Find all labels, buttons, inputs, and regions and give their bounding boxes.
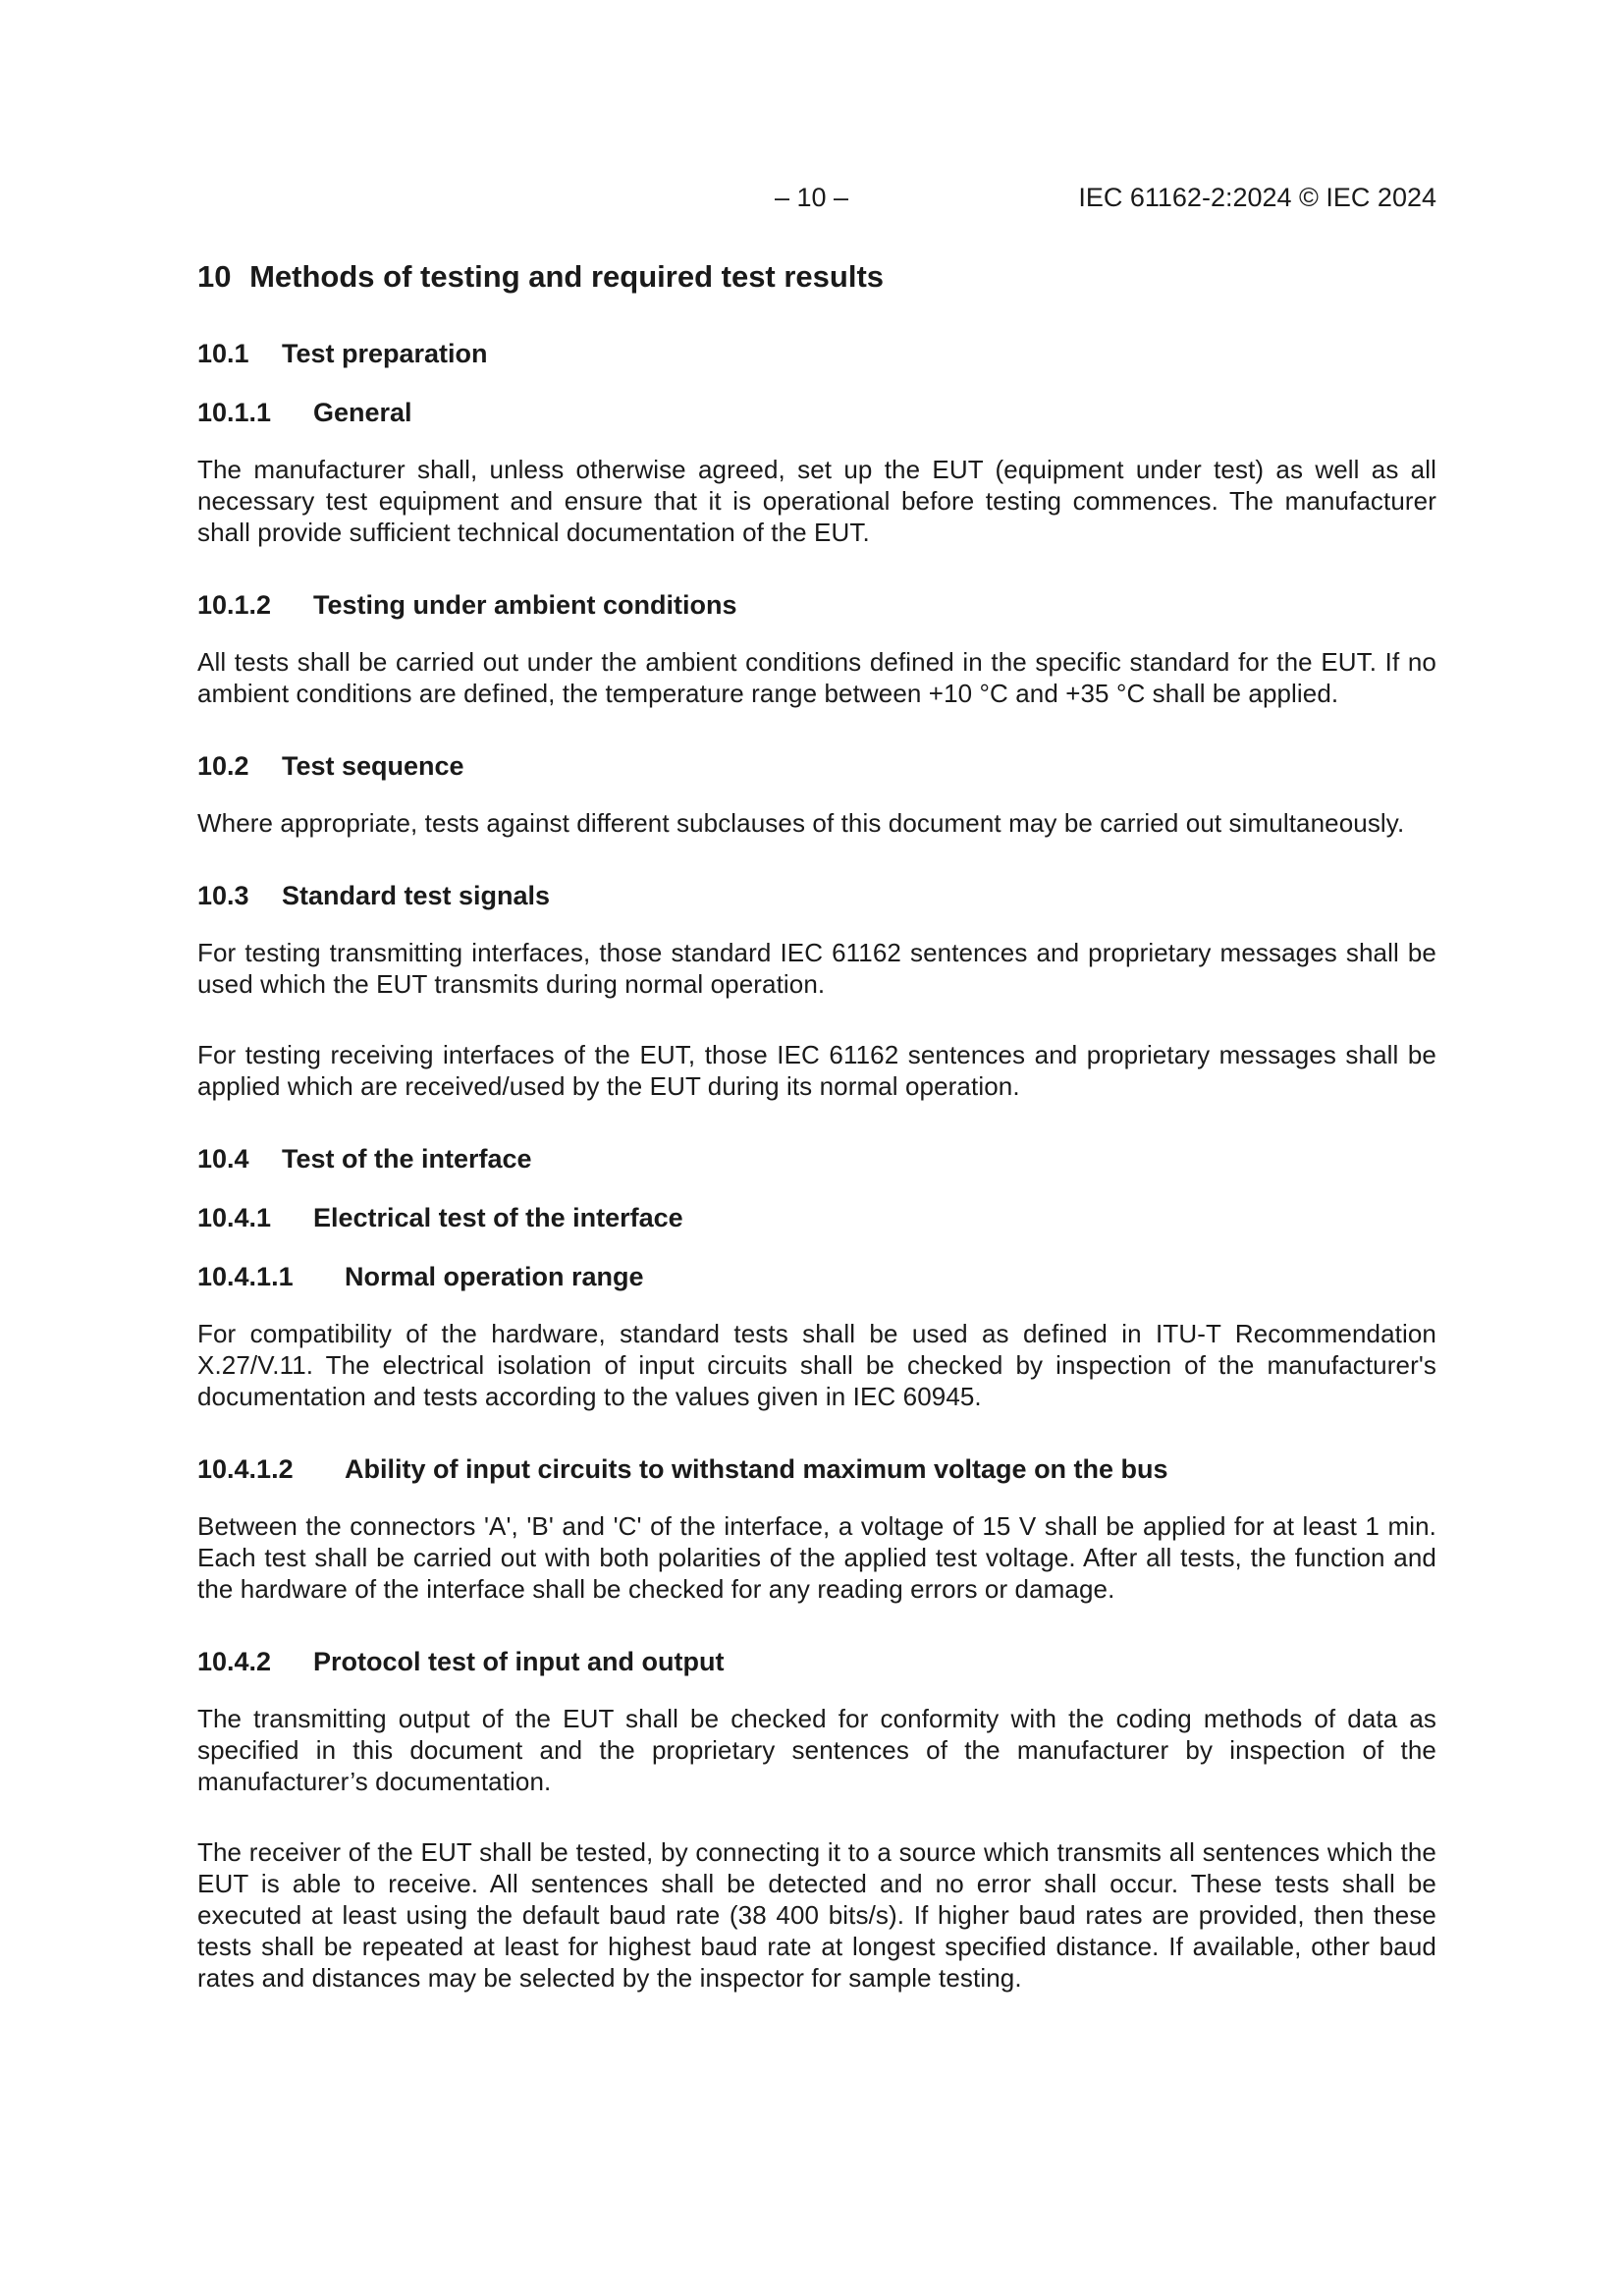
paragraph-10-1-2: All tests shall be carried out under the ambient conditions defined in the specific standard for the EUT. If no ambient conditions are defined, the temperature range between +10 °C and +35 °C shall be applied. <box>197 647 1436 708</box>
heading-title: General <box>313 398 412 427</box>
heading-number: 10.3 <box>197 881 249 910</box>
heading-10-4-1-1 <box>197 1259 1436 1294</box>
heading-title: Testing under ambient conditions <box>313 590 737 620</box>
heading-number: 10.4 <box>197 1144 249 1174</box>
heading-title: Normal operation range <box>345 1262 644 1291</box>
heading-number: 10.4.2 <box>197 1647 272 1676</box>
heading-section-10 <box>197 257 1436 297</box>
heading-10-1 <box>197 336 1436 371</box>
heading-number: 10.4.1 <box>197 1203 272 1232</box>
document-reference: IEC 61162-2:2024 © IEC 2024 <box>1078 183 1436 212</box>
heading-number: 10.1.2 <box>197 590 272 620</box>
paragraph-10-3-a: For testing transmitting interfaces, those standard IEC 61162 sentences and proprietary messages shall be used which the EUT transmits during normal operation. <box>197 938 1436 999</box>
heading-10-3 <box>197 878 1436 913</box>
heading-number: 10.1 <box>197 339 249 368</box>
paragraph-10-4-1-2: Between the connectors 'A', 'B' and 'C' of the interface, a voltage of 15 V shall be applied for at least 1 min. Each test shall be carried out with both polarities of the applied test voltage. After all tests, the function and the hardware of the interface shall be checked for any reading errors or damage. <box>197 1511 1436 1604</box>
heading-title: Test preparation <box>282 339 488 368</box>
paragraph-10-2: Where appropriate, tests against different subclauses of this document may be carried out simultaneously. <box>197 808 1405 838</box>
heading-title: Test sequence <box>282 751 464 781</box>
paragraph-10-3-b: For testing receiving interfaces of the EUT, those IEC 61162 sentences and proprietary messages shall be applied which are received/used by the EUT during its normal operation. <box>197 1040 1436 1101</box>
heading-10-1-1 <box>197 395 1436 430</box>
heading-number: 10.1.1 <box>197 398 272 427</box>
heading-number: 10 <box>197 259 232 294</box>
heading-number: 10.4.1.2 <box>197 1454 294 1484</box>
page-number: – 10 – <box>775 183 849 212</box>
heading-10-4-1 <box>197 1200 1436 1235</box>
heading-number: 10.2 <box>197 751 249 781</box>
heading-10-2 <box>197 748 1436 784</box>
paragraph-10-4-2-b: The receiver of the EUT shall be tested, by connecting it to a source which transmits all sentences which the EUT is able to receive. All sentences shall be detected and no error shall occur. These tests shall be executed at least using the default baud rate (38 400 bits/s). If higher baud rates are provided, then these tests shall be repeated at least for highest baud rate at longest specified distance. If available, other baud rates and distances may be selected by the inspector for sample testing. <box>197 1837 1436 1993</box>
heading-title: Methods of testing and required test results <box>249 259 885 294</box>
heading-title: Ability of input circuits to withstand maximum voltage on the bus <box>345 1454 1168 1484</box>
heading-title: Protocol test of input and output <box>313 1647 725 1676</box>
heading-10-4 <box>197 1141 1436 1176</box>
heading-10-1-2 <box>197 587 1436 623</box>
heading-title: Electrical test of the interface <box>313 1203 683 1232</box>
heading-number: 10.4.1.1 <box>197 1262 294 1291</box>
heading-10-4-1-2 <box>197 1451 1436 1487</box>
paragraph-10-4-2-a: The transmitting output of the EUT shall be checked for conformity with the coding methods of data as specified in this document and the proprietary sentences of the manufacturer by inspection of the manufacturer’s documentation. <box>197 1704 1436 1796</box>
heading-title: Test of the interface <box>282 1144 532 1174</box>
page-header <box>197 183 1436 218</box>
paragraph-10-4-1-1: For compatibility of the hardware, standard tests shall be used as defined in ITU-T Recommendation X.27/V.11. The electrical isolation of input circuits shall be checked by inspection of the manufacturer's documentation and tests according to the values given in IEC 60945. <box>197 1319 1436 1411</box>
heading-title: Standard test signals <box>282 881 551 910</box>
document-content <box>197 257 1436 2033</box>
heading-10-4-2 <box>197 1644 1436 1679</box>
paragraph-10-1-1: The manufacturer shall, unless otherwise agreed, set up the EUT (equipment under test) as well as all necessary test equipment and ensure that it is operational before testing commences. The manufacturer shall provide sufficient technical documentation of the EUT. <box>197 455 1436 547</box>
